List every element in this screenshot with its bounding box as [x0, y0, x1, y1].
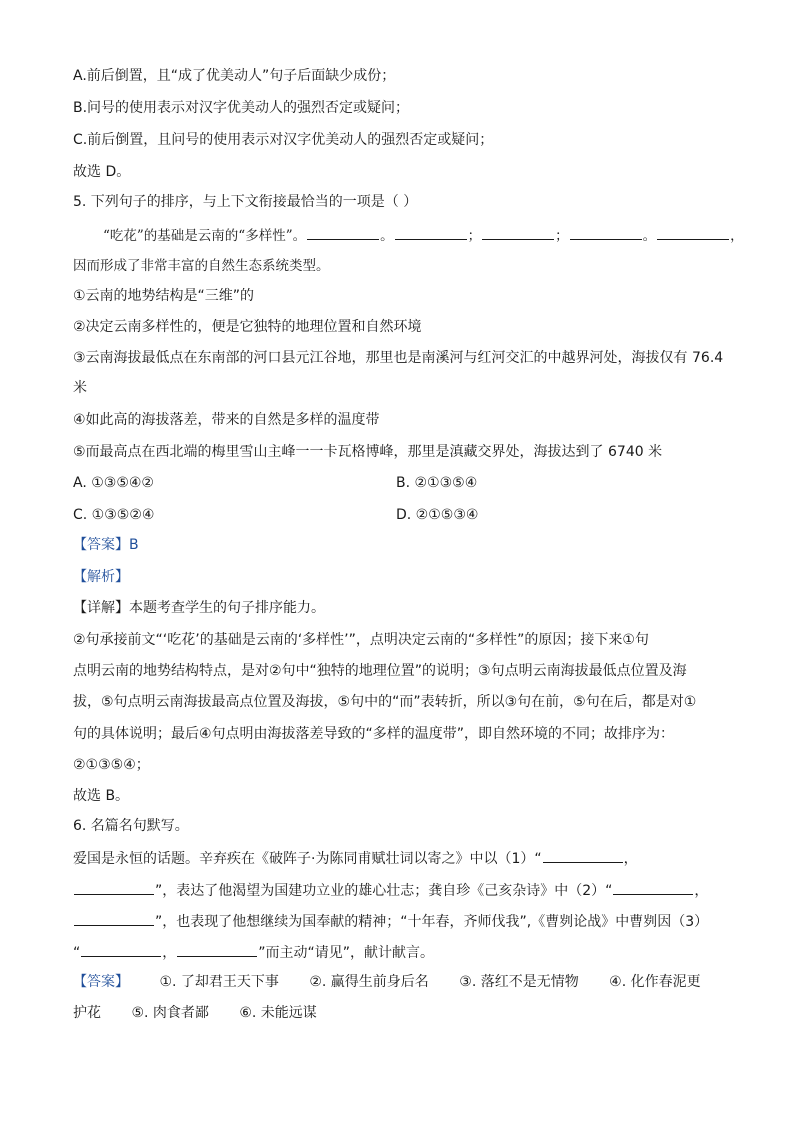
q6-blank-5[interactable] [81, 942, 161, 957]
q6-line-1 [73, 848, 638, 869]
q5-sentence-3b: 米 [73, 380, 87, 396]
q5-passage-end: 因而形成了非常丰富的自然生态系统类型。 [73, 258, 330, 274]
q4-choice: 故选 D。 [73, 164, 131, 180]
q5-sentence-1: ①云南的地势结构是“三维”的 [73, 288, 255, 304]
q5-detail-3: 拔，⑤句点明云南海拔最高点位置及海拔，⑤句中的“而”表转折，所以③句在前，⑤句在后，都是对① [73, 694, 697, 710]
q5-punct-5: ， [730, 228, 744, 244]
q6-answer-label: 【答案】 [73, 974, 129, 990]
q6-blank-1[interactable] [543, 848, 623, 863]
q5-blank-4[interactable] [570, 225, 642, 240]
q6-blank-3[interactable] [613, 880, 693, 895]
q6-answer-5: ⑤. 肉食者鄙 [131, 1005, 209, 1021]
q5-passage-line [103, 225, 744, 246]
q6-line-4 [73, 942, 434, 963]
q6-answer-line [73, 972, 701, 992]
q5-punct-3: ； [555, 228, 569, 244]
q5-punct-1: 。 [380, 228, 394, 244]
q5-passage-start: “吃花”的基础是云南的“多样性”。 [103, 228, 307, 244]
q6-text-3a: ”，也表现了他想继续为国奉献的精神；“十年春，齐师伐我”,《曹刿论战》中曹刿因（3） [155, 914, 709, 930]
q5-option-b[interactable]: B. ②①③⑤④ [396, 475, 478, 491]
q6-answer-1: ①. 了却君王天下事 [159, 974, 279, 990]
q5-answer: 【答案】B [73, 537, 139, 553]
q5-blank-3[interactable] [482, 225, 554, 240]
q5-choice: 故选 B。 [73, 788, 130, 804]
q5-stem: 5. 下列句子的排序，与上下文衔接最恰当的一项是（ ） [73, 194, 418, 210]
q4-option-a: A.前后倒置，且“成了优美动人”句子后面缺少成份； [73, 68, 396, 84]
q5-option-d[interactable]: D. ②①⑤③④ [396, 507, 479, 523]
q4-option-c: C.前后倒置，且问号的使用表示对汉字优美动人的强烈否定或疑问； [73, 132, 494, 148]
q5-sentence-2: ②决定云南多样性的，便是它独特的地理位置和自然环境 [73, 319, 422, 335]
q6-text-1b: ， [623, 851, 638, 867]
q6-line-2 [73, 880, 708, 901]
q5-punct-4: 。 [642, 228, 657, 244]
q6-blank-4[interactable] [74, 911, 154, 926]
q5-blank-2[interactable] [395, 225, 467, 240]
q5-detail-2: 点明云南的地势结构特点，是对②句中“独特的地理位置”的说明；③句点明云南海拔最低点位置及海 [73, 663, 687, 679]
q6-text-4c: ”而主动“请见”，献计献言。 [258, 945, 435, 961]
q5-blank-5[interactable] [657, 225, 729, 240]
q6-answer-4-cont: 护花 [73, 1005, 101, 1021]
q6-answer-line-2 [73, 1003, 317, 1023]
q5-blank-1[interactable] [307, 225, 379, 240]
q5-detail-4: 句的具体说明；最后④句点明由海拔落差导致的“多样的温度带”，即自然环境的不同；故排序为： [73, 726, 675, 742]
q6-stem: 6. 名篇名句默写。 [73, 818, 189, 834]
q6-answer-4: ④. 化作春泥更 [609, 974, 701, 990]
q6-blank-2[interactable] [74, 880, 154, 895]
q5-option-a[interactable]: A. ①③⑤④② [73, 475, 154, 491]
q5-option-c[interactable]: C. ①③⑤②④ [73, 507, 155, 523]
q6-answer-3: ③. 落红不是无情物 [459, 974, 579, 990]
q5-detail-title: 【详解】本题考查学生的句子排序能力。 [73, 600, 325, 616]
q6-line-3 [73, 911, 708, 932]
q6-text-2b: ， [694, 883, 709, 899]
q6-text-4a: “ [73, 945, 81, 961]
q6-answer-2: ②. 赢得生前身后名 [309, 974, 429, 990]
q6-text-1a: 爱国是永恒的话题。辛弃疾在《破阵子·为陈同甫赋壮词以寄之》中以（1）“ [73, 851, 542, 867]
q5-sentence-5: ⑤而最高点在西北端的梅里雪山主峰一一卡瓦格博峰，那里是滇藏交界处，海拔达到了 6740 米 [73, 444, 663, 460]
q5-detail-1: ②句承接前文“‘吃花’的基础是云南的‘多样性’”，点明决定云南的“多样性”的原因；接下来①句 [73, 632, 649, 648]
q6-text-4b: ， [162, 945, 177, 961]
q5-analysis-heading: 【解析】 [73, 569, 129, 585]
q6-answer-6: ⑥. 未能远谋 [239, 1005, 317, 1021]
q5-sentence-4: ④如此高的海拔落差，带来的自然是多样的温度带 [73, 412, 380, 428]
q6-text-2a: ”，表达了他渴望为国建功立业的雄心壮志；龚自珍《己亥杂诗》中（2）“ [155, 883, 613, 899]
q4-option-b: B.问号的使用表示对汉字优美动人的强烈否定或疑问； [73, 100, 410, 116]
q5-punct-2: ； [467, 228, 482, 244]
q6-blank-6[interactable] [177, 942, 257, 957]
q5-detail-5: ②①③⑤④； [73, 757, 150, 773]
q5-sentence-3a: ③云南海拔最低点在东南部的河口县元江谷地，那里也是南溪河与红河交汇的中越界河处，海拔仅有 76.4 [73, 350, 724, 366]
